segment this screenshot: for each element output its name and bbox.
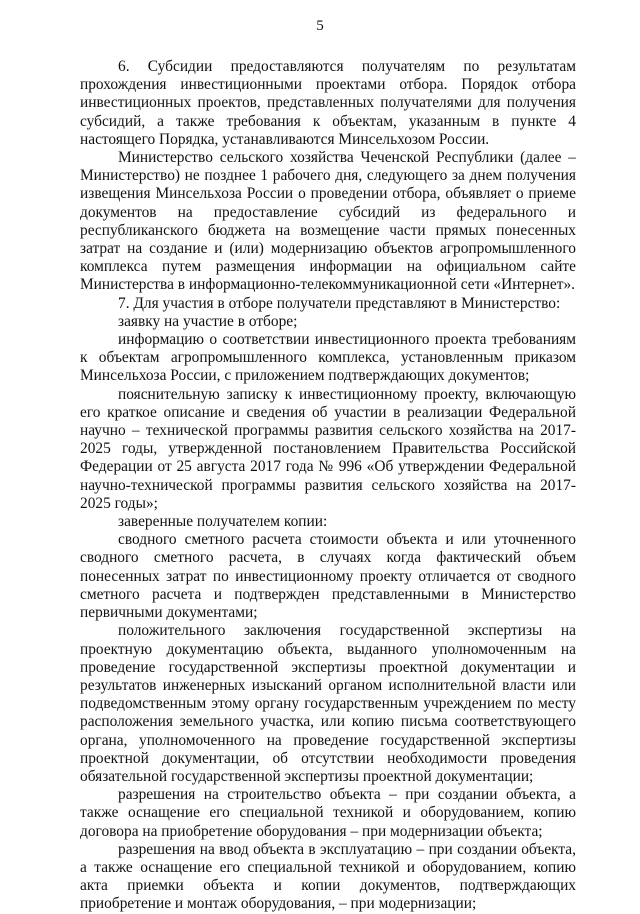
list-item-construction-permit: разрешения на строительство объекта – при создании объекта, а также оснащение его специальной техникой и оборудованием, копию договора на приобретение оборудования – при модернизации объекта; <box>80 786 576 840</box>
list-item-certified-copies: заверенные получателем копии: <box>118 513 328 531</box>
page-number: 5 <box>316 18 324 34</box>
paragraph-participation-documents: 7. Для участия в отборе получатели представляют в Министерство: <box>118 294 561 312</box>
list-item-expertise-conclusion: положительного заключения государственной экспертизы на проектную документацию объекта, выданного уполномоченным на проведение государственной экспертизы проектной документации и результатов инженерных изысканий органом исполнительной власти или подведомственным этому органу государственным учреждением по месту расположения земельного участка, или копию письма соответствующего органа, уполномоченного на проведение государственной экспертизы проектной документации, об отсутствии необходимости проведения обязательной государственной экспертизы проектной документации; <box>80 622 576 785</box>
paragraph-ministry-announcement: Министерство сельского хозяйства Чеченской Республики (далее – Министерство) не позднее 1 рабочего дня, следующего за днем получения извещения Минсельхоза России о проведении отбора, объявляет о приеме документов на предоставление субсидий из федерального и республиканского бюджета на возмещение части прямых понесенных затрат на создание и (или) модернизацию объектов агропромышленного комплекса путем размещения информации на официальном сайте Министерства в информационно-телекоммуникационной сети «Интернет». <box>80 149 576 294</box>
paragraph-subsidy-provision: 6. Субсидии предоставляются получателям по результатам прохождения инвестиционными проектами отбора. Порядок отбора инвестиционных проектов, представленных получателями для получения субсидий, а также требования к объектам, указанным в пункте 4 настоящего Порядка, устанавливаются Минсельхозом России. <box>80 58 576 148</box>
list-item-explanatory-note: пояснительную записку к инвестиционному проекту, включающую его краткое описание и сведения об участии в реализации Федеральной научно – технической программы развития сельского хозяйства на 2017-2025 годы, утвержденной постановлением Правительства Российской Федерации от 25 августа 2017 года № 996 «Об утверждении Федеральной научно-технической программы развития сельского хозяйства на 2017-2025 годы»; <box>80 385 576 512</box>
list-item-compliance-info: информацию о соответствии инвестиционного проекта требованиям к объектам агропромышленного комплекса, установленным приказом Минсельхоза России, с приложением подтверждающих документов; <box>80 331 576 385</box>
list-item-application: заявку на участие в отборе; <box>118 312 298 330</box>
document-body <box>80 58 576 914</box>
list-item-estimate: сводного сметного расчета стоимости объекта и или уточненного сводного сметного расчета, в случаях когда фактический объем понесенных затрат по инвестиционному проекту отличается от сводного сметного расчета и подтвержден представленными в Министерство первичными документами; <box>80 531 576 622</box>
list-item-commissioning-permit: разрешения на ввод объекта в эксплуатацию – при создании объекта, а также оснащение его специальной техникой и оборудованием, копию акта приемки объекта и копии документов, подтверждающих приобретение и монтаж оборудования, – при модернизации; <box>80 840 576 913</box>
